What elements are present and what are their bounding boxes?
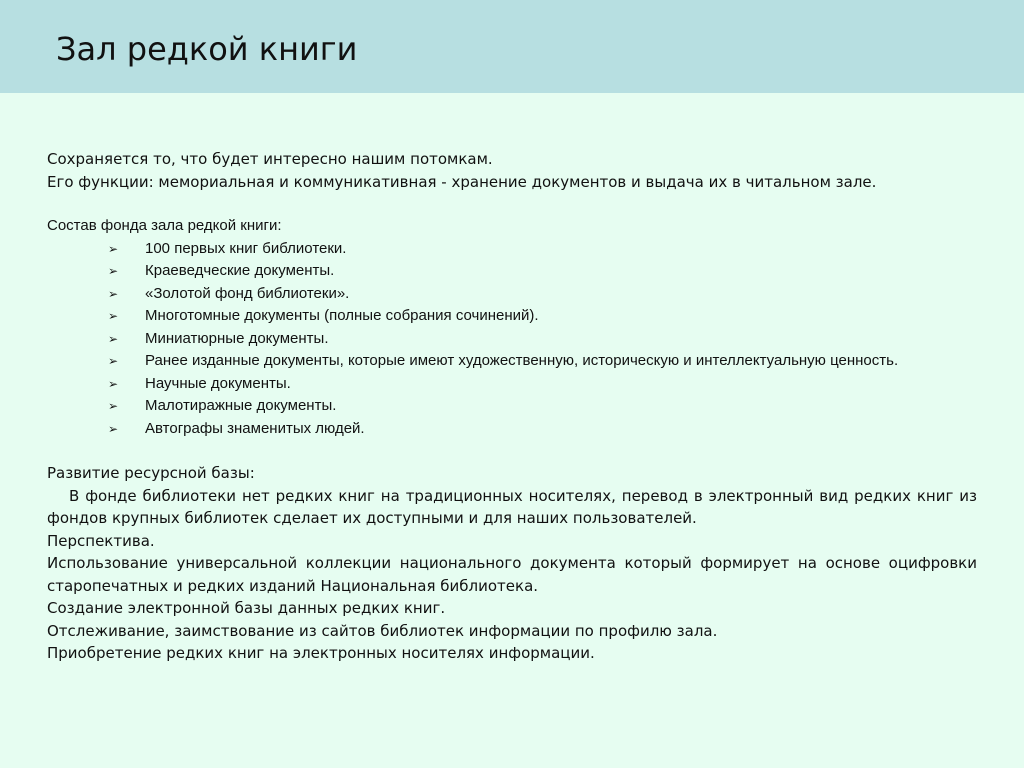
list-item — [108, 238, 977, 261]
perspective-line: Отслеживание, заимствование из сайтов библиотек информации по профилю зала. — [47, 621, 718, 640]
perspective-line: Приобретение редких книг на электронных носителях информации. — [47, 644, 595, 662]
arrow-bullet-icon: ➢ — [108, 264, 119, 278]
development-paragraph: В фонде библиотеки нет редких книг на традиционных носителях, перевод в электронный вид редких книг из фондов крупных библиотек сделает их доступными и для наших пользователей. — [47, 486, 977, 527]
spacer — [47, 193, 977, 215]
arrow-bullet-icon: ➢ — [108, 286, 119, 301]
spacer — [47, 440, 977, 462]
list-item-text: «Золотой фонд библиотеки». — [145, 284, 350, 302]
perspective-label: Перспектива. — [47, 531, 155, 550]
arrow-bullet-icon: ➢ — [108, 354, 119, 368]
title-band — [0, 0, 1024, 93]
list-item — [108, 328, 977, 351]
slide-content — [47, 148, 977, 665]
list-item-text: Миниатюрные документы. — [145, 329, 329, 347]
list-item — [108, 260, 977, 283]
arrow-bullet-icon: ➢ — [108, 241, 119, 256]
arrow-bullet-icon: ➢ — [108, 376, 119, 391]
fund-heading: Состав фонда зала редкой книги: — [47, 217, 282, 234]
slide-title: Зал редкой книги — [56, 30, 358, 68]
list-item-text: 100 первых книг библиотеки. — [145, 239, 347, 257]
development-heading: Развитие ресурсной базы: — [47, 464, 255, 482]
list-item — [108, 395, 977, 418]
list-item-text: Автографы знаменитых людей. — [145, 419, 365, 437]
fund-list — [47, 238, 977, 441]
list-item — [108, 283, 977, 306]
list-item — [108, 373, 977, 396]
arrow-bullet-icon: ➢ — [108, 309, 119, 323]
list-item-text: Ранее изданные документы, которые имеют художественную, историческую и интеллектуальную ценность. — [145, 352, 899, 369]
arrow-bullet-icon: ➢ — [108, 421, 119, 436]
list-item-text: Краеведческие документы. — [145, 262, 335, 279]
functions-paragraph: Его функции: мемориальная и коммуникативная - хранение документов и выдача их в читальном зале. — [47, 172, 877, 191]
arrow-bullet-icon: ➢ — [108, 331, 119, 346]
intro-line: Сохраняется то, что будет интересно нашим потомкам. — [47, 150, 493, 168]
list-item — [108, 350, 977, 373]
list-item-text: Научные документы. — [145, 374, 291, 392]
arrow-bullet-icon: ➢ — [108, 399, 119, 413]
perspective-line: Использование универсальной коллекции национального документа который формирует на основе оцифровки старопечатных и редких изданий Национальная библиотека. — [47, 554, 977, 595]
perspective-line: Создание электронной базы данных редких книг. — [47, 599, 446, 617]
list-item-text: Малотиражные документы. — [145, 397, 337, 414]
list-item — [108, 305, 977, 328]
list-item — [108, 418, 977, 441]
list-item-text: Многотомные документы (полные собрания сочинений). — [145, 307, 539, 324]
